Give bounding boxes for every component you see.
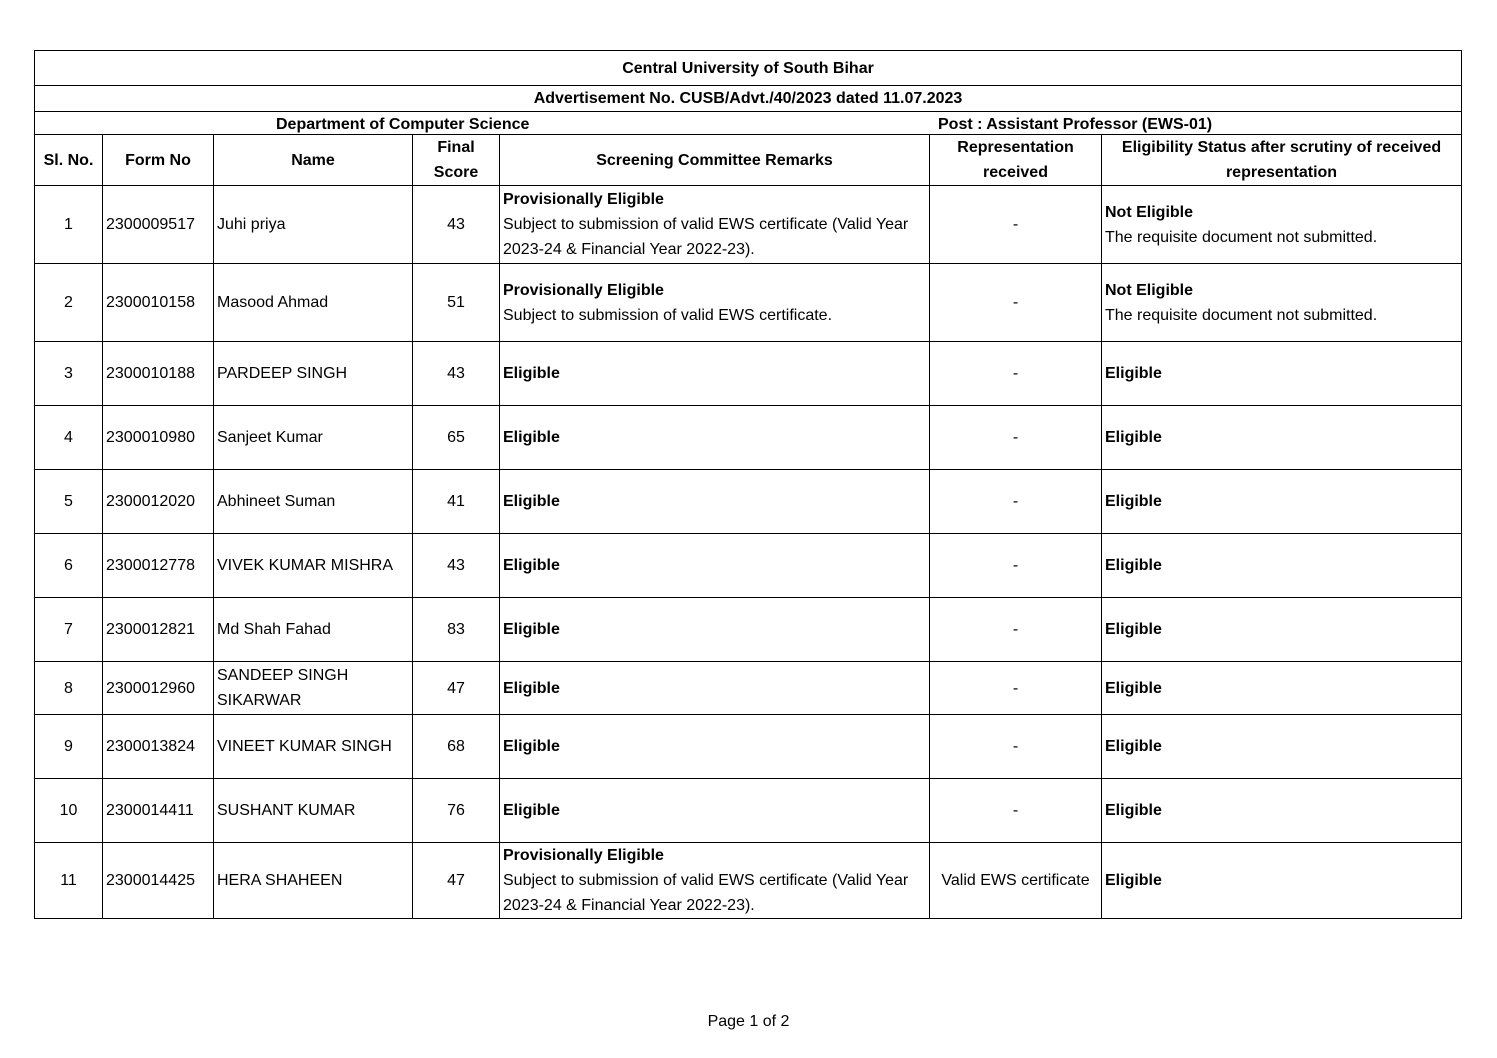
header-status: Eligibility Status after scrutiny of received representation: [1102, 135, 1462, 186]
header-sl-no: Sl. No.: [35, 135, 103, 186]
table-row: [35, 779, 1462, 843]
form-no-cell: 2300014411: [103, 779, 214, 843]
score-cell: 43: [413, 534, 500, 598]
remarks-cell: Eligible: [500, 470, 930, 534]
table-row: [35, 264, 1462, 342]
status-cell: Eligible: [1102, 715, 1462, 779]
post-name: Post : Assistant Professor (EWS-01): [938, 116, 1213, 133]
sl-no-cell: 4: [35, 406, 103, 470]
advertisement-row: [35, 86, 1462, 112]
name-cell: HERA SHAHEEN: [214, 843, 413, 919]
status-cell: Eligible: [1102, 342, 1462, 406]
remarks-cell: Eligible: [500, 534, 930, 598]
score-cell: 47: [413, 662, 500, 715]
table-row: [35, 715, 1462, 779]
representation-cell: -: [930, 662, 1102, 715]
representation-cell: -: [930, 534, 1102, 598]
sl-no-cell: 10: [35, 779, 103, 843]
representation-cell: -: [930, 779, 1102, 843]
table-row: [35, 598, 1462, 662]
remarks-cell: Provisionally Eligible Subject to submission of valid EWS certificate (Valid Year 2023-24 & Financial Year 2022-23).: [500, 843, 930, 919]
name-cell: Masood Ahmad: [214, 264, 413, 342]
sl-no-cell: 11: [35, 843, 103, 919]
representation-cell: -: [930, 264, 1102, 342]
header-remarks: Screening Committee Remarks: [500, 135, 930, 186]
form-no-cell: 2300014425: [103, 843, 214, 919]
score-cell: 41: [413, 470, 500, 534]
sl-no-cell: 7: [35, 598, 103, 662]
status-cell: Eligible: [1102, 534, 1462, 598]
remarks-cell: Eligible: [500, 715, 930, 779]
sl-no-cell: 9: [35, 715, 103, 779]
score-cell: 43: [413, 186, 500, 264]
table-row: [35, 662, 1462, 715]
status-cell: Eligible: [1102, 843, 1462, 919]
name-cell: SANDEEP SINGH SIKARWAR: [214, 662, 413, 715]
form-no-cell: 2300013824: [103, 715, 214, 779]
name-cell: VINEET KUMAR SINGH: [214, 715, 413, 779]
sl-no-cell: 5: [35, 470, 103, 534]
page-title: Central University of South Bihar: [35, 51, 1462, 86]
status-cell: Eligible: [1102, 470, 1462, 534]
header-name: Name: [214, 135, 413, 186]
remarks-cell: Provisionally Eligible Subject to submission of valid EWS certificate (Valid Year 2023-24 & Financial Year 2022-23).: [500, 186, 930, 264]
name-cell: Md Shah Fahad: [214, 598, 413, 662]
remarks-cell: Eligible: [500, 342, 930, 406]
status-cell: Eligible: [1102, 779, 1462, 843]
name-cell: Juhi priya: [214, 186, 413, 264]
form-no-cell: 2300010188: [103, 342, 214, 406]
remarks-cell: Provisionally Eligible Subject to submission of valid EWS certificate.: [500, 264, 930, 342]
score-cell: 76: [413, 779, 500, 843]
sl-no-cell: 2: [35, 264, 103, 342]
status-cell: Eligible: [1102, 406, 1462, 470]
status-cell: Not Eligible The requisite document not submitted.: [1102, 186, 1462, 264]
department-row: [35, 112, 1462, 135]
remarks-cell: Eligible: [500, 662, 930, 715]
name-cell: VIVEK KUMAR MISHRA: [214, 534, 413, 598]
table-row: [35, 406, 1462, 470]
status-cell: Not Eligible The requisite document not submitted.: [1102, 264, 1462, 342]
name-cell: SUSHANT KUMAR: [214, 779, 413, 843]
table-row: [35, 186, 1462, 264]
header-form-no: Form No: [103, 135, 214, 186]
representation-cell: -: [930, 598, 1102, 662]
advertisement-number: Advertisement No. CUSB/Advt./40/2023 dated 11.07.2023: [35, 86, 1462, 112]
department-name: Department of Computer Science: [276, 116, 530, 133]
page-footer: Page 1 of 2: [707, 1013, 790, 1030]
form-no-cell: 2300009517: [103, 186, 214, 264]
name-cell: PARDEEP SINGH: [214, 342, 413, 406]
remarks-cell: Eligible: [500, 779, 930, 843]
sl-no-cell: 3: [35, 342, 103, 406]
header-representation: Representation received: [930, 135, 1102, 186]
score-cell: 43: [413, 342, 500, 406]
header-row: [35, 135, 1462, 186]
score-cell: 47: [413, 843, 500, 919]
form-no-cell: 2300012821: [103, 598, 214, 662]
representation-cell: -: [930, 342, 1102, 406]
table-row: [35, 342, 1462, 406]
form-no-cell: 2300012020: [103, 470, 214, 534]
form-no-cell: 2300012960: [103, 662, 214, 715]
score-cell: 68: [413, 715, 500, 779]
name-cell: Sanjeet Kumar: [214, 406, 413, 470]
sl-no-cell: 8: [35, 662, 103, 715]
representation-cell: -: [930, 470, 1102, 534]
table-row: [35, 470, 1462, 534]
eligibility-table: [34, 50, 1462, 919]
representation-cell: -: [930, 406, 1102, 470]
sl-no-cell: 1: [35, 186, 103, 264]
score-cell: 65: [413, 406, 500, 470]
score-cell: 83: [413, 598, 500, 662]
form-no-cell: 2300012778: [103, 534, 214, 598]
sl-no-cell: 6: [35, 534, 103, 598]
representation-cell: -: [930, 186, 1102, 264]
name-cell: Abhineet Suman: [214, 470, 413, 534]
status-cell: Eligible: [1102, 662, 1462, 715]
title-row: [35, 51, 1462, 86]
form-no-cell: 2300010158: [103, 264, 214, 342]
table-row: [35, 534, 1462, 598]
header-final-score: Final Score: [413, 135, 500, 186]
remarks-cell: Eligible: [500, 406, 930, 470]
score-cell: 51: [413, 264, 500, 342]
status-cell: Eligible: [1102, 598, 1462, 662]
representation-cell: Valid EWS certificate: [930, 843, 1102, 919]
representation-cell: -: [930, 715, 1102, 779]
form-no-cell: 2300010980: [103, 406, 214, 470]
remarks-cell: Eligible: [500, 598, 930, 662]
table-row: [35, 843, 1462, 919]
